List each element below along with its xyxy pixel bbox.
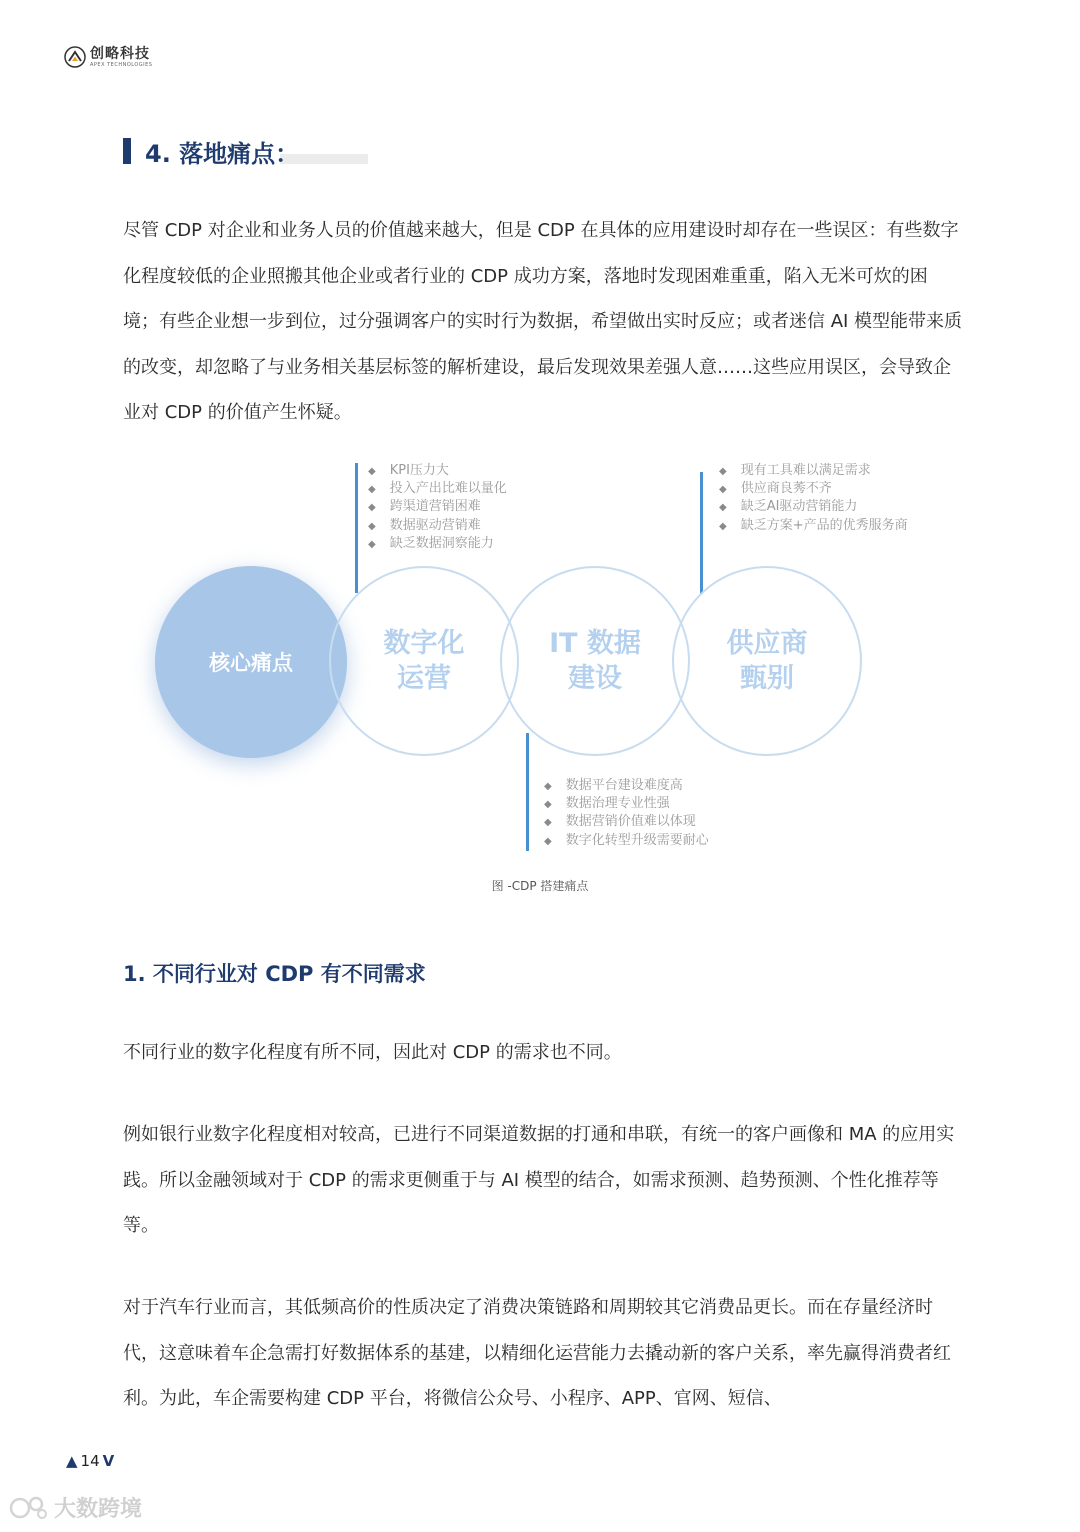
paragraph: 对于汽车行业而言，其低频高价的性质决定了消费决策链路和周期较其它消费品更长。而在存量经济时代，这意味着车企急需打好数据体系的基建，以精细化运营能力去撬动新的客户关系，率先赢得消费者红利。为此，车企需要构建 CDP 平台，将微信公众号、小程序、APP、官网、短信、 bbox=[123, 1297, 951, 1409]
core-pain-circle bbox=[155, 566, 347, 758]
connector-line-it bbox=[526, 733, 529, 851]
paragraph: 不同行业的数字化程度有所不同，因此对 CDP 的需求也不同。 bbox=[123, 1042, 622, 1063]
watermark bbox=[8, 1492, 142, 1523]
watermark-text: 大数跨境 bbox=[54, 1497, 143, 1522]
circle-label-line1: 供应商 bbox=[726, 628, 808, 659]
page-number bbox=[66, 1452, 114, 1470]
section-title-bar bbox=[123, 138, 131, 164]
next-page-arrow-icon[interactable]: V bbox=[102, 1452, 115, 1470]
subsection-title: 1. 不同行业对 CDP 有不同需求 bbox=[123, 962, 426, 986]
pain-list-it bbox=[544, 777, 709, 850]
watermark-logo-icon bbox=[8, 1493, 50, 1523]
circle-digital-operation bbox=[329, 566, 519, 756]
list-item: ◆ 缺乏数据洞察能力 bbox=[368, 535, 507, 553]
list-item: ◆ 现有工具难以满足需求 bbox=[719, 462, 908, 480]
list-item: ◆ 数据平台建设难度高 bbox=[544, 777, 709, 795]
circle-it-data bbox=[500, 566, 690, 756]
intro-paragraph: 尽管 CDP 对企业和业务人员的价值越来越大，但是 CDP 在具体的应用建设时却存在一些误区：有些数字化程度较低的企业照搬其他企业或者行业的 CDP 成功方案，落地时发现困难重重，陷入无米可炊的困境；有些企业想一步到位，过分强调客户的实时行为数据，希望做出实时反应；或者迷信 AI 模型能带来质的改变，却忽略了与业务相关基层标签的解析建设，最后发现效果差强人意……这些应用误区，会导致企业对 CDP 的价值产生怀疑。 bbox=[123, 220, 963, 423]
list-item: ◆ 跨渠道营销困难 bbox=[368, 498, 507, 516]
prev-page-arrow-icon[interactable]: ▲ bbox=[66, 1452, 78, 1470]
section-title-text: 4. 落地痛点： bbox=[145, 139, 300, 168]
list-item: ◆ 数据治理专业性强 bbox=[544, 795, 709, 813]
circle-label-line2: 甄别 bbox=[740, 663, 794, 694]
connector-line-operation bbox=[355, 463, 358, 593]
logo-english-name: APEX TECHNOLOGIES bbox=[90, 61, 153, 68]
pain-list-supplier bbox=[719, 462, 908, 535]
logo-mountain-icon bbox=[64, 46, 86, 68]
list-item: ◆ 供应商良莠不齐 bbox=[719, 480, 908, 498]
circle-label-line2: 运营 bbox=[397, 663, 451, 694]
company-logo bbox=[64, 46, 152, 68]
circle-supplier bbox=[672, 566, 862, 756]
circle-label-line1: IT 数据 bbox=[549, 628, 641, 659]
page-number-text: 14 bbox=[80, 1452, 100, 1470]
figure-caption: 图 -CDP 搭建痛点 bbox=[491, 879, 589, 893]
paragraph: 例如银行业数字化程度相对较高，已进行不同渠道数据的打通和串联，有统一的客户画像和 MA 的应用实践。所以金融领域对于 CDP 的需求更侧重于与 AI 模型的结合，如需求预测、趋势预测、个性化推荐等等。 bbox=[123, 1124, 955, 1236]
list-item: ◆ 数字化转型升级需要耐心 bbox=[544, 832, 709, 850]
list-item: ◆ KPI压力大 bbox=[368, 462, 507, 480]
list-item: ◆ 缺乏AI驱动营销能力 bbox=[719, 498, 908, 516]
core-pain-label: 核心痛点 bbox=[209, 651, 293, 675]
section-title bbox=[123, 136, 299, 166]
circle-label-line1: 数字化 bbox=[383, 628, 465, 659]
circle-label-line2: 建设 bbox=[568, 663, 622, 694]
list-item: ◆ 数据驱动营销难 bbox=[368, 517, 507, 535]
logo-chinese-name: 创略科技 bbox=[90, 45, 150, 62]
list-item: ◆ 投入产出比难以量化 bbox=[368, 480, 507, 498]
pain-list-operation bbox=[368, 462, 507, 553]
list-item: ◆ 缺乏方案+产品的优秀服务商 bbox=[719, 517, 908, 535]
connector-line-supplier bbox=[700, 472, 703, 594]
list-item: ◆ 数据营销价值难以体现 bbox=[544, 813, 709, 831]
